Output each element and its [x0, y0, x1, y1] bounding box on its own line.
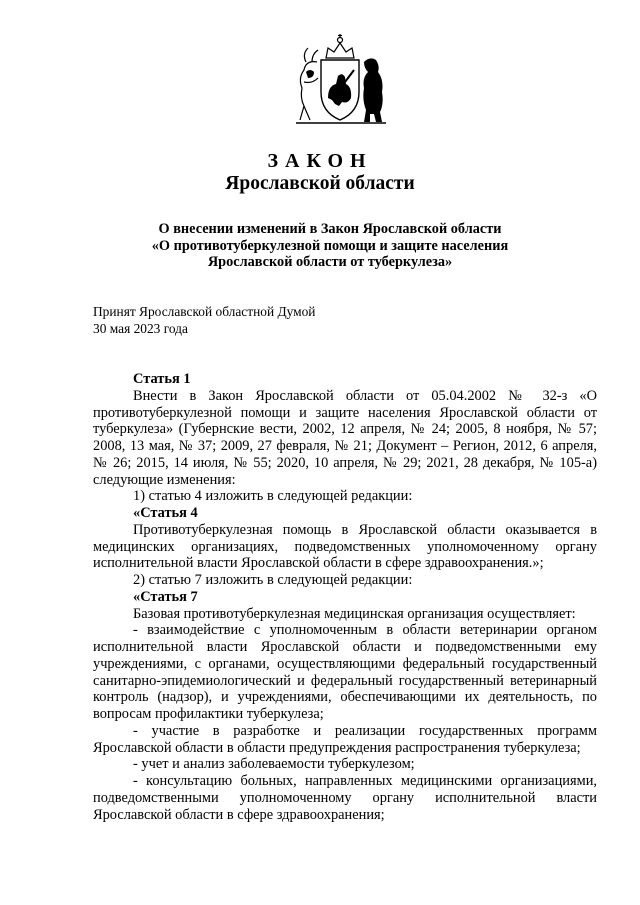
adoption-info [93, 304, 315, 337]
article-heading: «Статья 7 [133, 588, 198, 605]
subtitle-line: Ярославской области от туберкулеза» [207, 254, 453, 270]
document-region: Ярославской области [225, 173, 415, 194]
list-item: - взаимодействие с уполномоченным в области ветеринарии органом исполнительной власти Ярославской области и подведомственными ему учреждениями, с органами, осуществляющими федеральный государственный санитарно-эпидемиологический и федеральный государственный ветеринарный контроль (надзор), и учреждениями, обеспечивающими их деятельность, по вопросам профилактики туберкулеза; [93, 622, 597, 722]
paragraph: Противотуберкулезная помощь в Ярославской области оказывается в медицинских организациях, подведомственных уполномоченному органу исполнительной власти Ярославской области в сфере здравоохранения.»; [93, 521, 597, 572]
list-item: - консультацию больных, направленных медицинскими организациями, подведомственными уполномоченному органу исполнительной власти Ярославской области в сфере здравоохранения; [93, 773, 597, 823]
document-body [93, 371, 597, 823]
adoption-body: Принят Ярославской областной Думой [93, 304, 316, 319]
paragraph: Внести в Закон Ярославской области от 05.04.2002 № 32-з «О противотуберкулезной помощи и защите населения Ярославской области от туберкулеза» (Губернские вести, 2002, 12 апреля, № 24; 2005, 8 ноября, № 57; 2008, 13 мая, № 37; 2009, 27 февраля, № 21; Документ – Регион, 2012, 6 апреля, № 26; 2015, 14 июля, № 55; 2020, 10 апреля, № 29; 2021, 28 декабря, № 105-а) следующие изменения: [93, 387, 597, 488]
document-title: ЗАКОН [267, 150, 373, 172]
adoption-date: 30 мая 2023 года [93, 320, 188, 336]
paragraph: 2) статью 7 изложить в следующей редакции: [133, 572, 413, 588]
subtitle-line: «О противотуберкулезной помощи и защите населения [151, 237, 509, 254]
paragraph: 1) статью 4 изложить в следующей редакции: [133, 488, 413, 505]
article-heading: Статья 1 [133, 371, 191, 387]
paragraph: Базовая противотуберкулезная медицинская организация осуществляет: [133, 605, 576, 622]
coat-of-arms-icon [284, 32, 396, 130]
list-item: - учет и анализ заболеваемости туберкулезом; [133, 756, 415, 773]
list-item: - участие в разработке и реализации государственных программ Ярославской области в области предупреждения распространения туберкулеза; [93, 722, 597, 756]
document-subtitle [60, 221, 600, 271]
subtitle-line: О внесении изменений в Закон Ярославской области [158, 221, 502, 237]
article-heading: «Статья 4 [133, 505, 198, 521]
